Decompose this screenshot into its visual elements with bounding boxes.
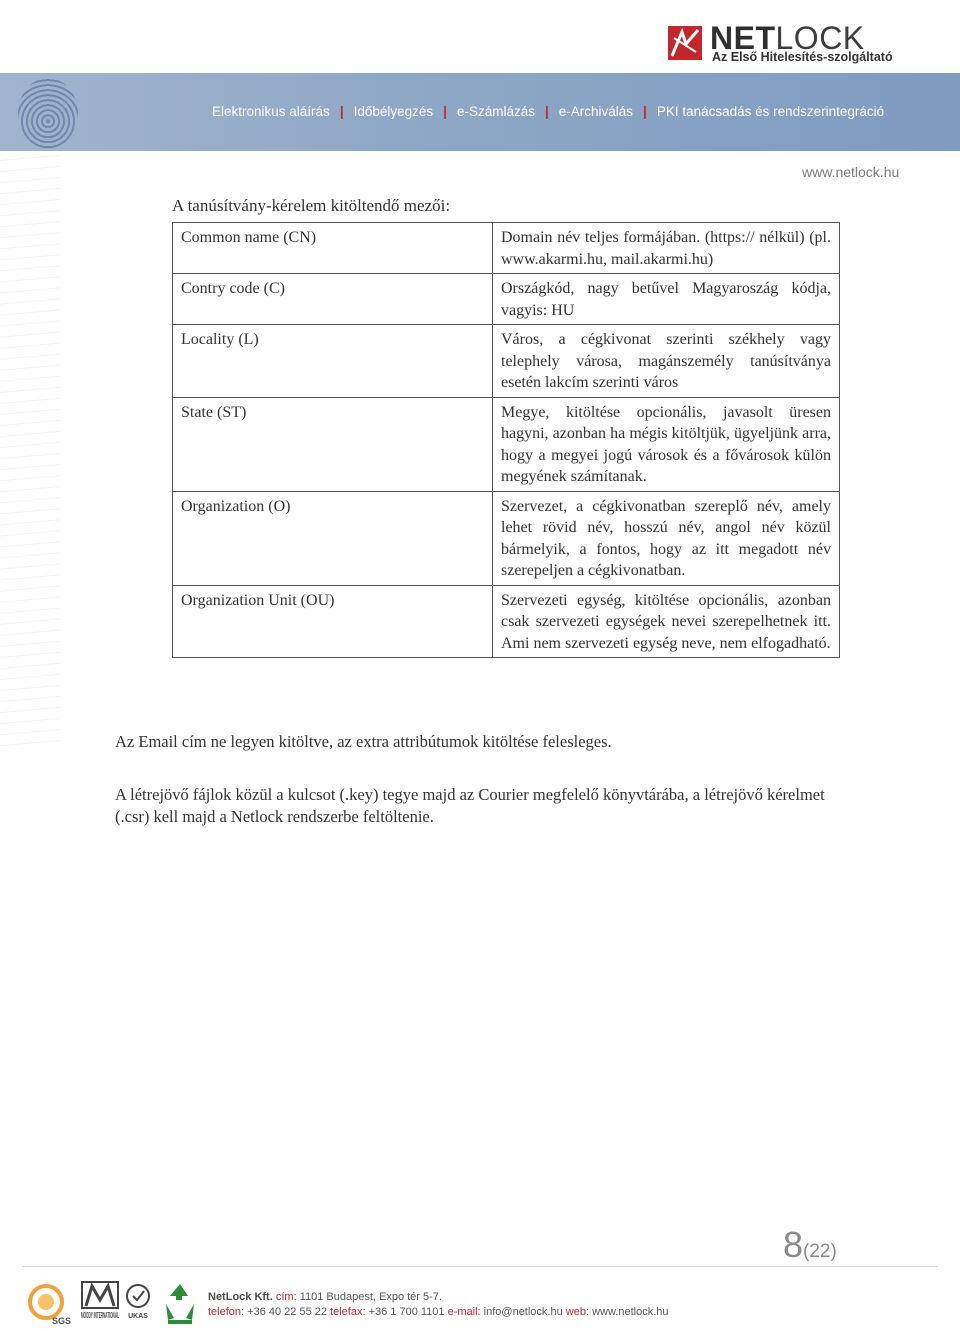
footer-company: NetLock Kft. (208, 1291, 273, 1303)
page-number (783, 1224, 837, 1266)
header (0, 0, 960, 170)
fields-table (172, 222, 840, 658)
footer-address: 1101 Budapest, Expo tér 5-7. (299, 1291, 442, 1303)
field-description: Országkód, nagy betűvel Magyaroszág kódja, vagyis: HU (493, 274, 840, 325)
footer-web[interactable]: www.netlock.hu (592, 1306, 669, 1318)
nav-separator: | (443, 104, 447, 119)
ukas-badge-icon (124, 1280, 152, 1326)
table-row (173, 325, 840, 398)
field-name: State (ST) (173, 397, 493, 491)
footer-divider (22, 1266, 938, 1267)
footer-contact (208, 1290, 669, 1320)
page-current: 8 (783, 1224, 804, 1265)
nav-separator: | (643, 104, 647, 119)
footer-line-1: NetLock Kft. cím: 1101 Budapest, Expo tér 5-7. (208, 1291, 442, 1303)
nav-item-e-szamlazas[interactable]: e-Számlázás (456, 104, 535, 119)
field-name: Common name (CN) (173, 223, 493, 274)
footer-email[interactable]: info@netlock.hu (483, 1306, 563, 1318)
recycle-icon (158, 1280, 202, 1326)
paragraph-email-note: Az Email cím ne legyen kitöltve, az extra attribútumok kitöltése felesleges. (115, 732, 612, 751)
field-description: Domain név teljes formájában. (https:// nélkül) (pl. www.akarmi.hu, mail.akarmi.hu) (493, 223, 840, 274)
table-row (173, 397, 840, 491)
footer-fax: +36 1 700 1101 (368, 1306, 445, 1318)
field-name: Organization (O) (173, 491, 493, 585)
field-description: Szervezeti egység, kitöltése opcionális, azonban csak szervezeti egységek nevei szerepelhetnek itt. Ami nem szervezeti egység neve, nem elfogadható. (493, 585, 840, 658)
table-row (173, 274, 840, 325)
table-row (173, 223, 840, 274)
moody-badge-icon (80, 1280, 120, 1326)
svg-text:UKAS: UKAS (128, 1313, 148, 1320)
footer-phone: +36 40 22 55 22 (247, 1306, 327, 1318)
svg-text:MOODY INTERNATIONAL: MOODY INTERNATIONAL (81, 1311, 120, 1320)
fingerprint-icon (18, 78, 78, 150)
decorative-lines (0, 150, 60, 750)
table-row (173, 585, 840, 658)
nav-separator: | (339, 104, 344, 119)
netlock-logo-icon (668, 26, 702, 60)
field-description: Szervezet, a cégkivonatban szereplő név, amely lehet rövid név, hosszú név, angol név közül bármelyik, a fontos, hogy az itt megadott név szerepeljen a cégkivonatban. (493, 491, 840, 585)
section-title: A tanúsítvány-kérelem kitöltendő mezői: (172, 196, 451, 215)
page-total: (22) (803, 1241, 837, 1262)
netlock-logo (668, 22, 918, 66)
field-name: Contry code (C) (173, 274, 493, 325)
paragraph-file-instructions: A létrejövő fájlok közül a kulcsot (.key) tegye majd az Courier megfelelő könyvtárába, a létrejövő kérelmet (.csr) kell majd a Netlock rendszerbe feltöltenie. (115, 785, 825, 826)
sgs-badge-icon (26, 1280, 72, 1326)
field-description: Megye, kitöltése opcionális, javasolt üresen hagyni, azonban ha mégis kitöltjük, ügyeljünk arra, hogy a megyei jogú városok és a fővárosok külön megyének számítanak. (493, 397, 840, 491)
table-row (173, 491, 840, 585)
svg-text:SGS: SGS (52, 1316, 72, 1326)
field-description: Város, a cégkivonat szerinti székhely vagy telephely városa, magánszemély tanúsítványa esetén lakcím szerinti város (493, 325, 840, 398)
field-name: Locality (L) (173, 325, 493, 398)
logo-wordmark: NETLOCK (710, 20, 865, 56)
nav-item-idobelyegzes[interactable]: Időbélyegzés (353, 104, 434, 119)
nav-item-e-archivalas[interactable]: e-Archiválás (558, 104, 634, 119)
header-nav (212, 104, 922, 119)
footer-line-2: telefon: +36 40 22 55 22 telefax: +36 1 700 1101 e-mail: info@netlock.hu web: www.netlock.hu (208, 1306, 669, 1318)
field-name: Organization Unit (OU) (173, 585, 493, 658)
nav-item-pki[interactable]: PKI tanácsadás és rendszerintegráció (656, 104, 885, 119)
nav-separator: | (544, 104, 549, 119)
logo-tagline: Az Első Hitelesítés-szolgáltató (712, 50, 893, 64)
nav-item-elektronikus-alairas[interactable]: Elektronikus aláírás (212, 104, 330, 119)
site-url-link[interactable]: www.netlock.hu (802, 164, 900, 180)
